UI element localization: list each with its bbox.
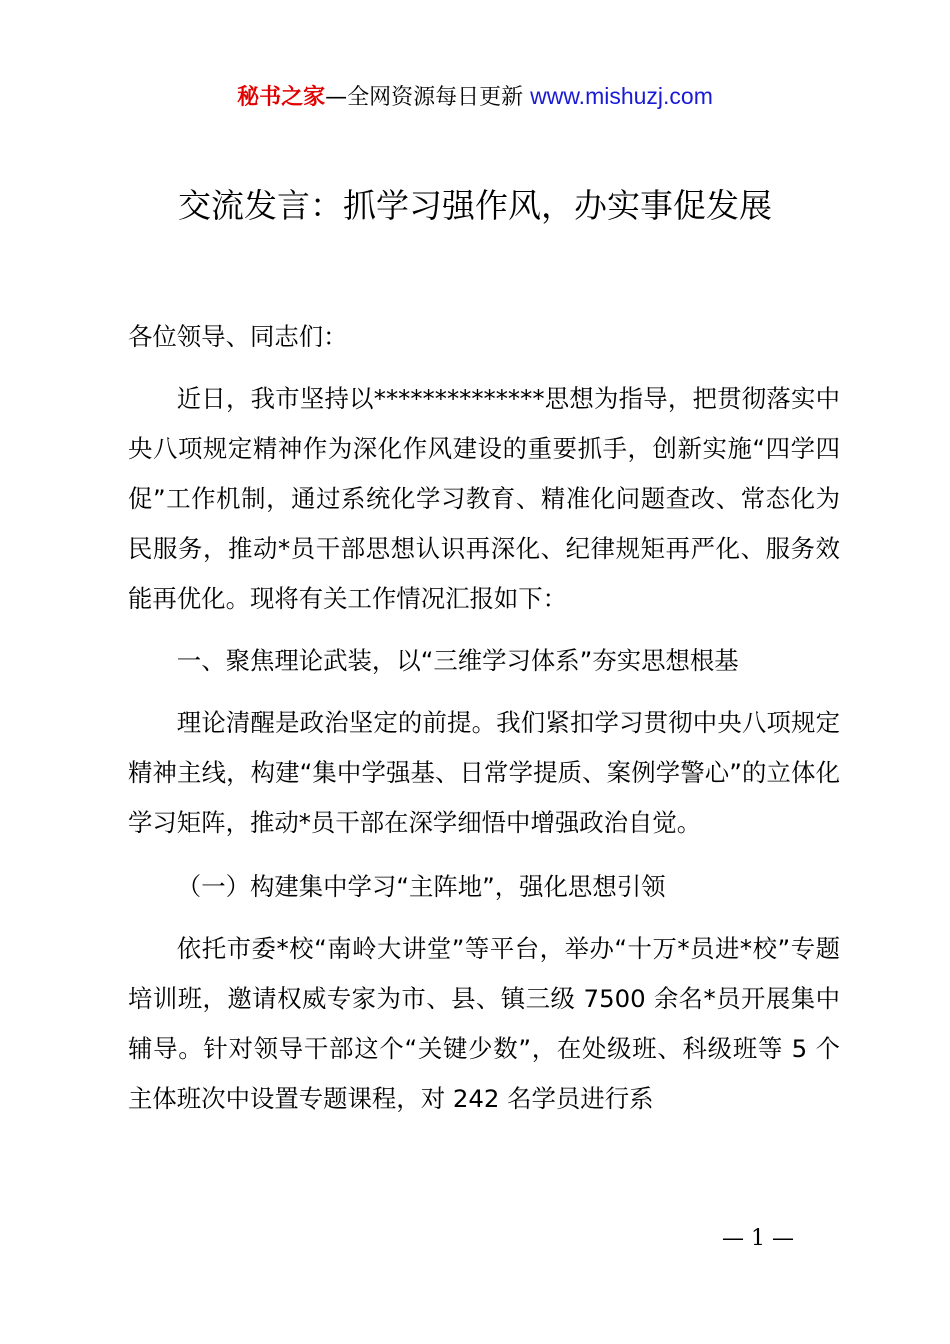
document-title: 交流发言：抓学习强作风，办实事促发展 [178,186,772,225]
section-heading-1: 一、聚焦理论武装，以“三维学习体系”夯实思想根基 [176,646,739,675]
subsection-1-paragraph: 依托市委*校“南岭大讲堂”等平台，举办“十万*员进*校”专题培训班，邀请权威专家为市、县、镇三级 7500 余名*员开展集中辅导。针对领导干部这个“关键少数”，在处级班、科级班等 5 个主体班次中设置专题课程，对 242 名学员进行系 [128,934,840,1113]
page-number: — 1 — [722,1226,794,1251]
intro-paragraph: 近日，我市坚持以**************思想为指导，把贯彻落实中央八项规定精神作为深化作风建设的重要抓手，创新实施“四学四促”工作机制，通过系统化学习教育、精准化问题查改、常态化为民服务，推动*员干部思想认识再深化、纪律规矩再严化、服务效能再优化。现将有关工作情况汇报如下： [128,384,840,613]
subsection-heading-1: （一）构建集中学习“主阵地”，强化思想引领 [176,872,666,901]
document-body [128,312,840,1124]
site-header [0,80,950,114]
brand-name: 秘书之家 [237,85,326,110]
site-url-link[interactable]: www.mishuzj.com [530,83,713,109]
header-tagline: —全网资源每日更新 [325,85,531,110]
greeting: 各位领导、同志们： [128,322,348,351]
section-1-paragraph: 理论清醒是政治坚定的前提。我们紧扣学习贯彻中央八项规定精神主线，构建“集中学强基、日常学提质、案例学警心”的立体化学习矩阵，推动*员干部在深学细悟中增强政治自觉。 [128,708,840,837]
